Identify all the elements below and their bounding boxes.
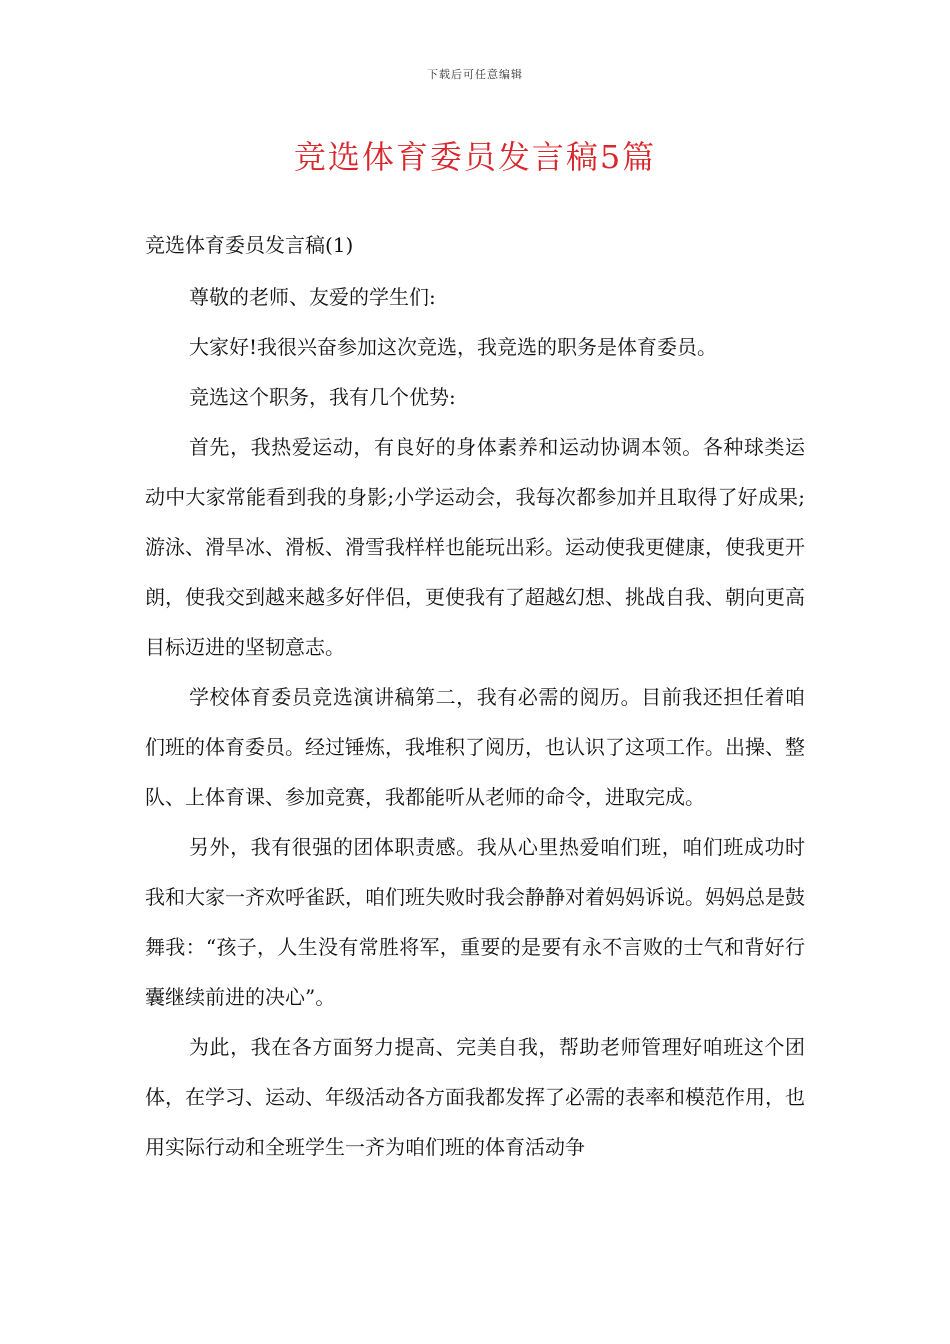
paragraph-advantages-lead: 竞选这个职务，我有几个优势:: [189, 385, 456, 409]
document-title: 竞选体育委员发言稿5篇: [293, 138, 657, 176]
header-note: 下载后可任意编辑: [427, 68, 523, 81]
section-title: 竞选体育委员发言稿(1): [145, 233, 354, 257]
paragraph-second-advantage: 学校体育委员竞选演讲稿第二，我有必需的阅历。目前我还担任着咱们班的体育委员。经过锤炼，我堆积了阅历，也认识了这项工作。出操、整队、上体育课、参加竞赛，我都能听从老师的命令，进取完成。: [145, 685, 805, 809]
document-body: [145, 220, 805, 1172]
paragraph-greeting: 尊敬的老师、友爱的学生们:: [189, 285, 436, 309]
paragraph-first-advantage: 首先，我热爱运动，有良好的身体素养和运动协调本领。各种球类运动中大家常能看到我的身影;小学运动会，我每次都参加并且取得了好成果;游泳、滑旱冰、滑板、滑雪我样样也能玩出彩。运动使我更健康，使我更开朗，使我交到越来越多好伴侣，更使我有了超越幻想、挑战自我、朝向更高目标迈进的坚韧意志。: [145, 435, 805, 659]
paragraph-efforts: 为此，我在各方面努力提高、完美自我，帮助老师管理好咱班这个团体，在学习、运动、年级活动各方面我都发挥了必需的表率和模范作用，也用实际行动和全班学生一齐为咱们班的体育活动争: [145, 1035, 805, 1159]
paragraph-third-advantage: 另外，我有很强的团体职责感。我从心里热爱咱们班，咱们班成功时我和大家一齐欢呼雀跃，咱们班失败时我会静静对着妈妈诉说。妈妈总是鼓舞我：“孩子，人生没有常胜将军，重要的是要有永不言败的士气和背好行囊继续前进的决心”。: [145, 835, 805, 1009]
paragraph-intro: 大家好!我很兴奋参加这次竞选，我竞选的职务是体育委员。: [189, 335, 718, 359]
